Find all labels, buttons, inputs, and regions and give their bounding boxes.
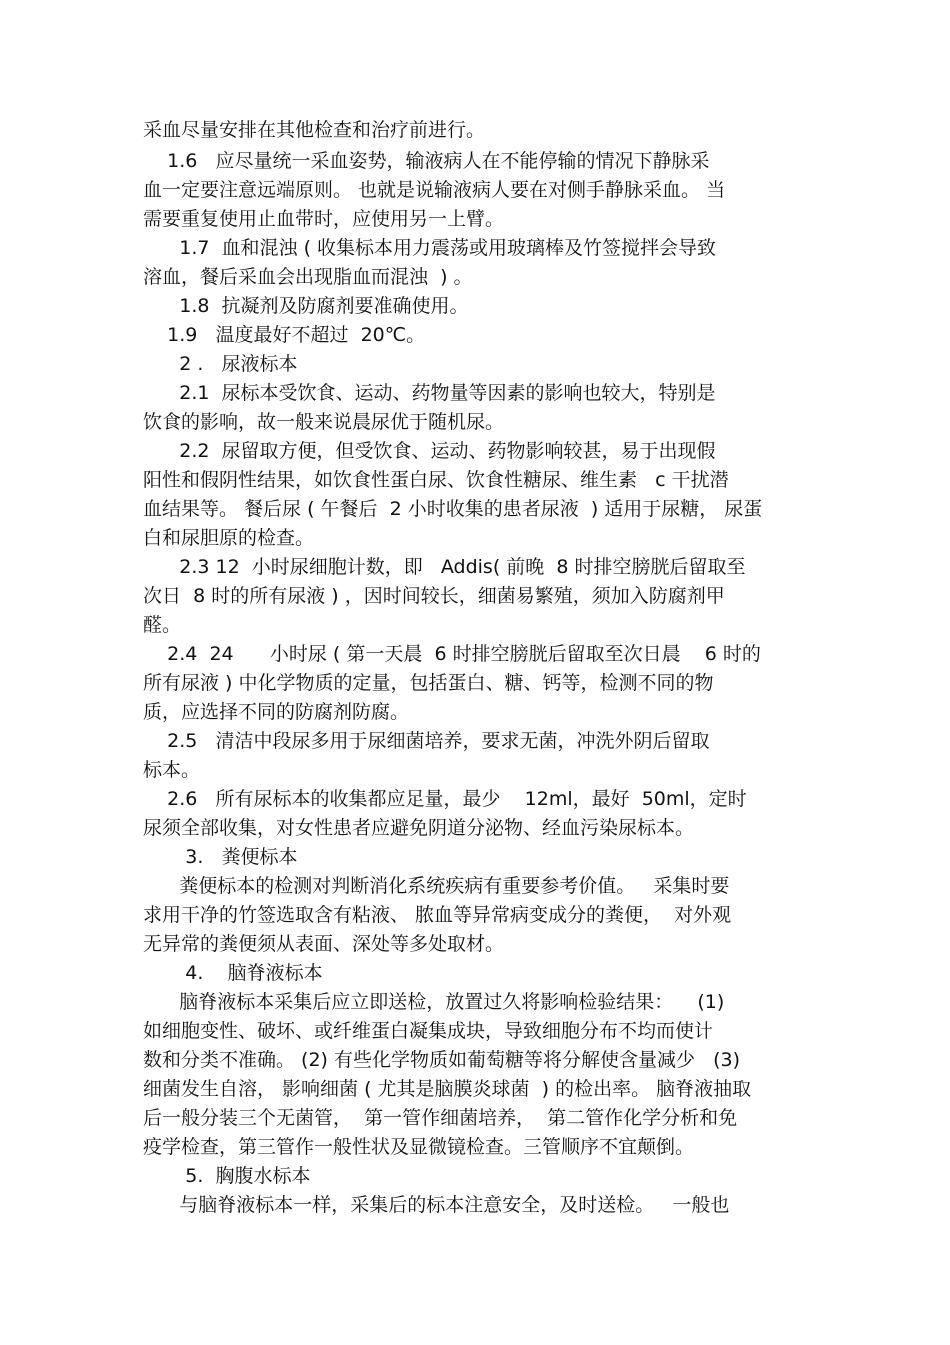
- text-line: 无异常的粪便须从表面、深处等多处取材。: [143, 933, 505, 955]
- text-line: 与脑脊液标本一样，采集后的标本注意安全，及时送检。 一般也: [143, 1194, 730, 1216]
- text-line: 2.3 12 小时尿细胞计数，即 Addis( 前晚 8 时排空膀胱后留取至: [143, 556, 746, 578]
- text-line: 后一般分装三个无菌管， 第一管作细菌培养， 第二管作化学分析和免: [143, 1107, 738, 1129]
- text-line: 血一定要注意远端原则。 也就是说输液病人要在对侧手静脉采血。 当: [143, 179, 726, 201]
- text-line: 1.7 血和混浊 ( 收集标本用力震荡或用玻璃棒及竹签搅拌会导致: [143, 237, 717, 259]
- text-line: 质，应选择不同的防腐剂防腐。: [143, 701, 410, 723]
- text-line: 细菌发生自溶， 影响细菌 ( 尤其是脑膜炎球菌 ) 的检出率。 脑脊液抽取: [143, 1078, 752, 1100]
- text-line: 2.1 尿标本受饮食、运动、药物量等因素的影响也较大，特别是: [143, 382, 716, 404]
- section-heading: 4. 脑脊液标本: [143, 962, 323, 984]
- text-line: 1.8 抗凝剂及防腐剂要准确使用。: [143, 295, 469, 317]
- text-line: 溶血，餐后采血会出现脂血而混浊 ) 。: [143, 266, 473, 288]
- text-line: 所有尿液 ) 中化学物质的定量，包括蛋白、糖、钙等，检测不同的物: [143, 672, 714, 694]
- text-line: 2.6 所有尿标本的收集都应足量，最少 12ml，最好 50ml，定时: [143, 788, 747, 810]
- text-line: 血结果等。 餐后尿 ( 午餐后 2 小时收集的患者尿液 ) 适用于尿糖， 尿蛋: [143, 498, 763, 520]
- text-line: 2.2 尿留取方便，但受饮食、运动、药物影响较甚，易于出现假: [143, 440, 716, 462]
- text-line: 数和分类不准确。 (2) 有些化学物质如葡萄糖等将分解使含量减少 (3): [143, 1049, 741, 1071]
- section-heading: 2 . 尿液标本: [143, 353, 298, 375]
- text-line: 求用干净的竹签选取含有粘液、 脓血等异常病变成分的粪便， 对外观: [143, 904, 732, 926]
- text-line: 疫学检查，第三管作一般性状及显微镜检查。三管顺序不宜颠倒。: [143, 1136, 695, 1158]
- text-line: 2.4 24 小时尿 ( 第一天晨 6 时排空膀胱后留取至次日晨 6 时的: [143, 643, 761, 665]
- text-line: 粪便标本的检测对判断消化系统疾病有重要参考价值。 采集时要: [143, 875, 730, 897]
- text-line: 采血尽量安排在其他检查和治疗前进行。: [143, 119, 486, 141]
- section-heading: 5. 胸腹水标本: [143, 1165, 311, 1187]
- text-line: 饮食的影响，故一般来说晨尿优于随机尿。: [143, 411, 505, 433]
- text-line: 次日 8 时的所有尿液 ) ，因时间较长，细菌易繁殖，须加入防腐剂甲: [143, 585, 725, 607]
- text-line: 脑脊液标本采集后应立即送检，放置过久将影响检验结果： (1): [143, 991, 725, 1013]
- text-line: 白和尿胆原的检查。: [143, 527, 315, 549]
- text-line: 需要重复使用止血带时，应使用另一上臂。: [143, 208, 505, 230]
- text-line: 1.9 温度最好不超过 20℃。: [143, 324, 426, 346]
- section-heading: 3. 粪便标本: [143, 846, 298, 868]
- text-line: 标本。: [143, 759, 201, 781]
- text-line: 醛。: [143, 614, 182, 636]
- text-line: 阳性和假阴性结果，如饮食性蛋白尿、饮食性糖尿、维生素 c 干扰潜: [143, 469, 729, 491]
- text-line: 尿须全部收集，对女性患者应避免阴道分泌物、经血污染尿标本。: [143, 817, 695, 839]
- text-line: 如细胞变性、破坏、或纤维蛋白凝集成块，导致细胞分布不均而使计: [143, 1020, 714, 1042]
- text-line: 2.5 清洁中段尿多用于尿细菌培养，要求无菌，冲洗外阴后留取: [143, 730, 710, 752]
- text-line: 1.6 应尽量统一采血姿势，输液病人在不能停输的情况下静脉采: [143, 150, 710, 172]
